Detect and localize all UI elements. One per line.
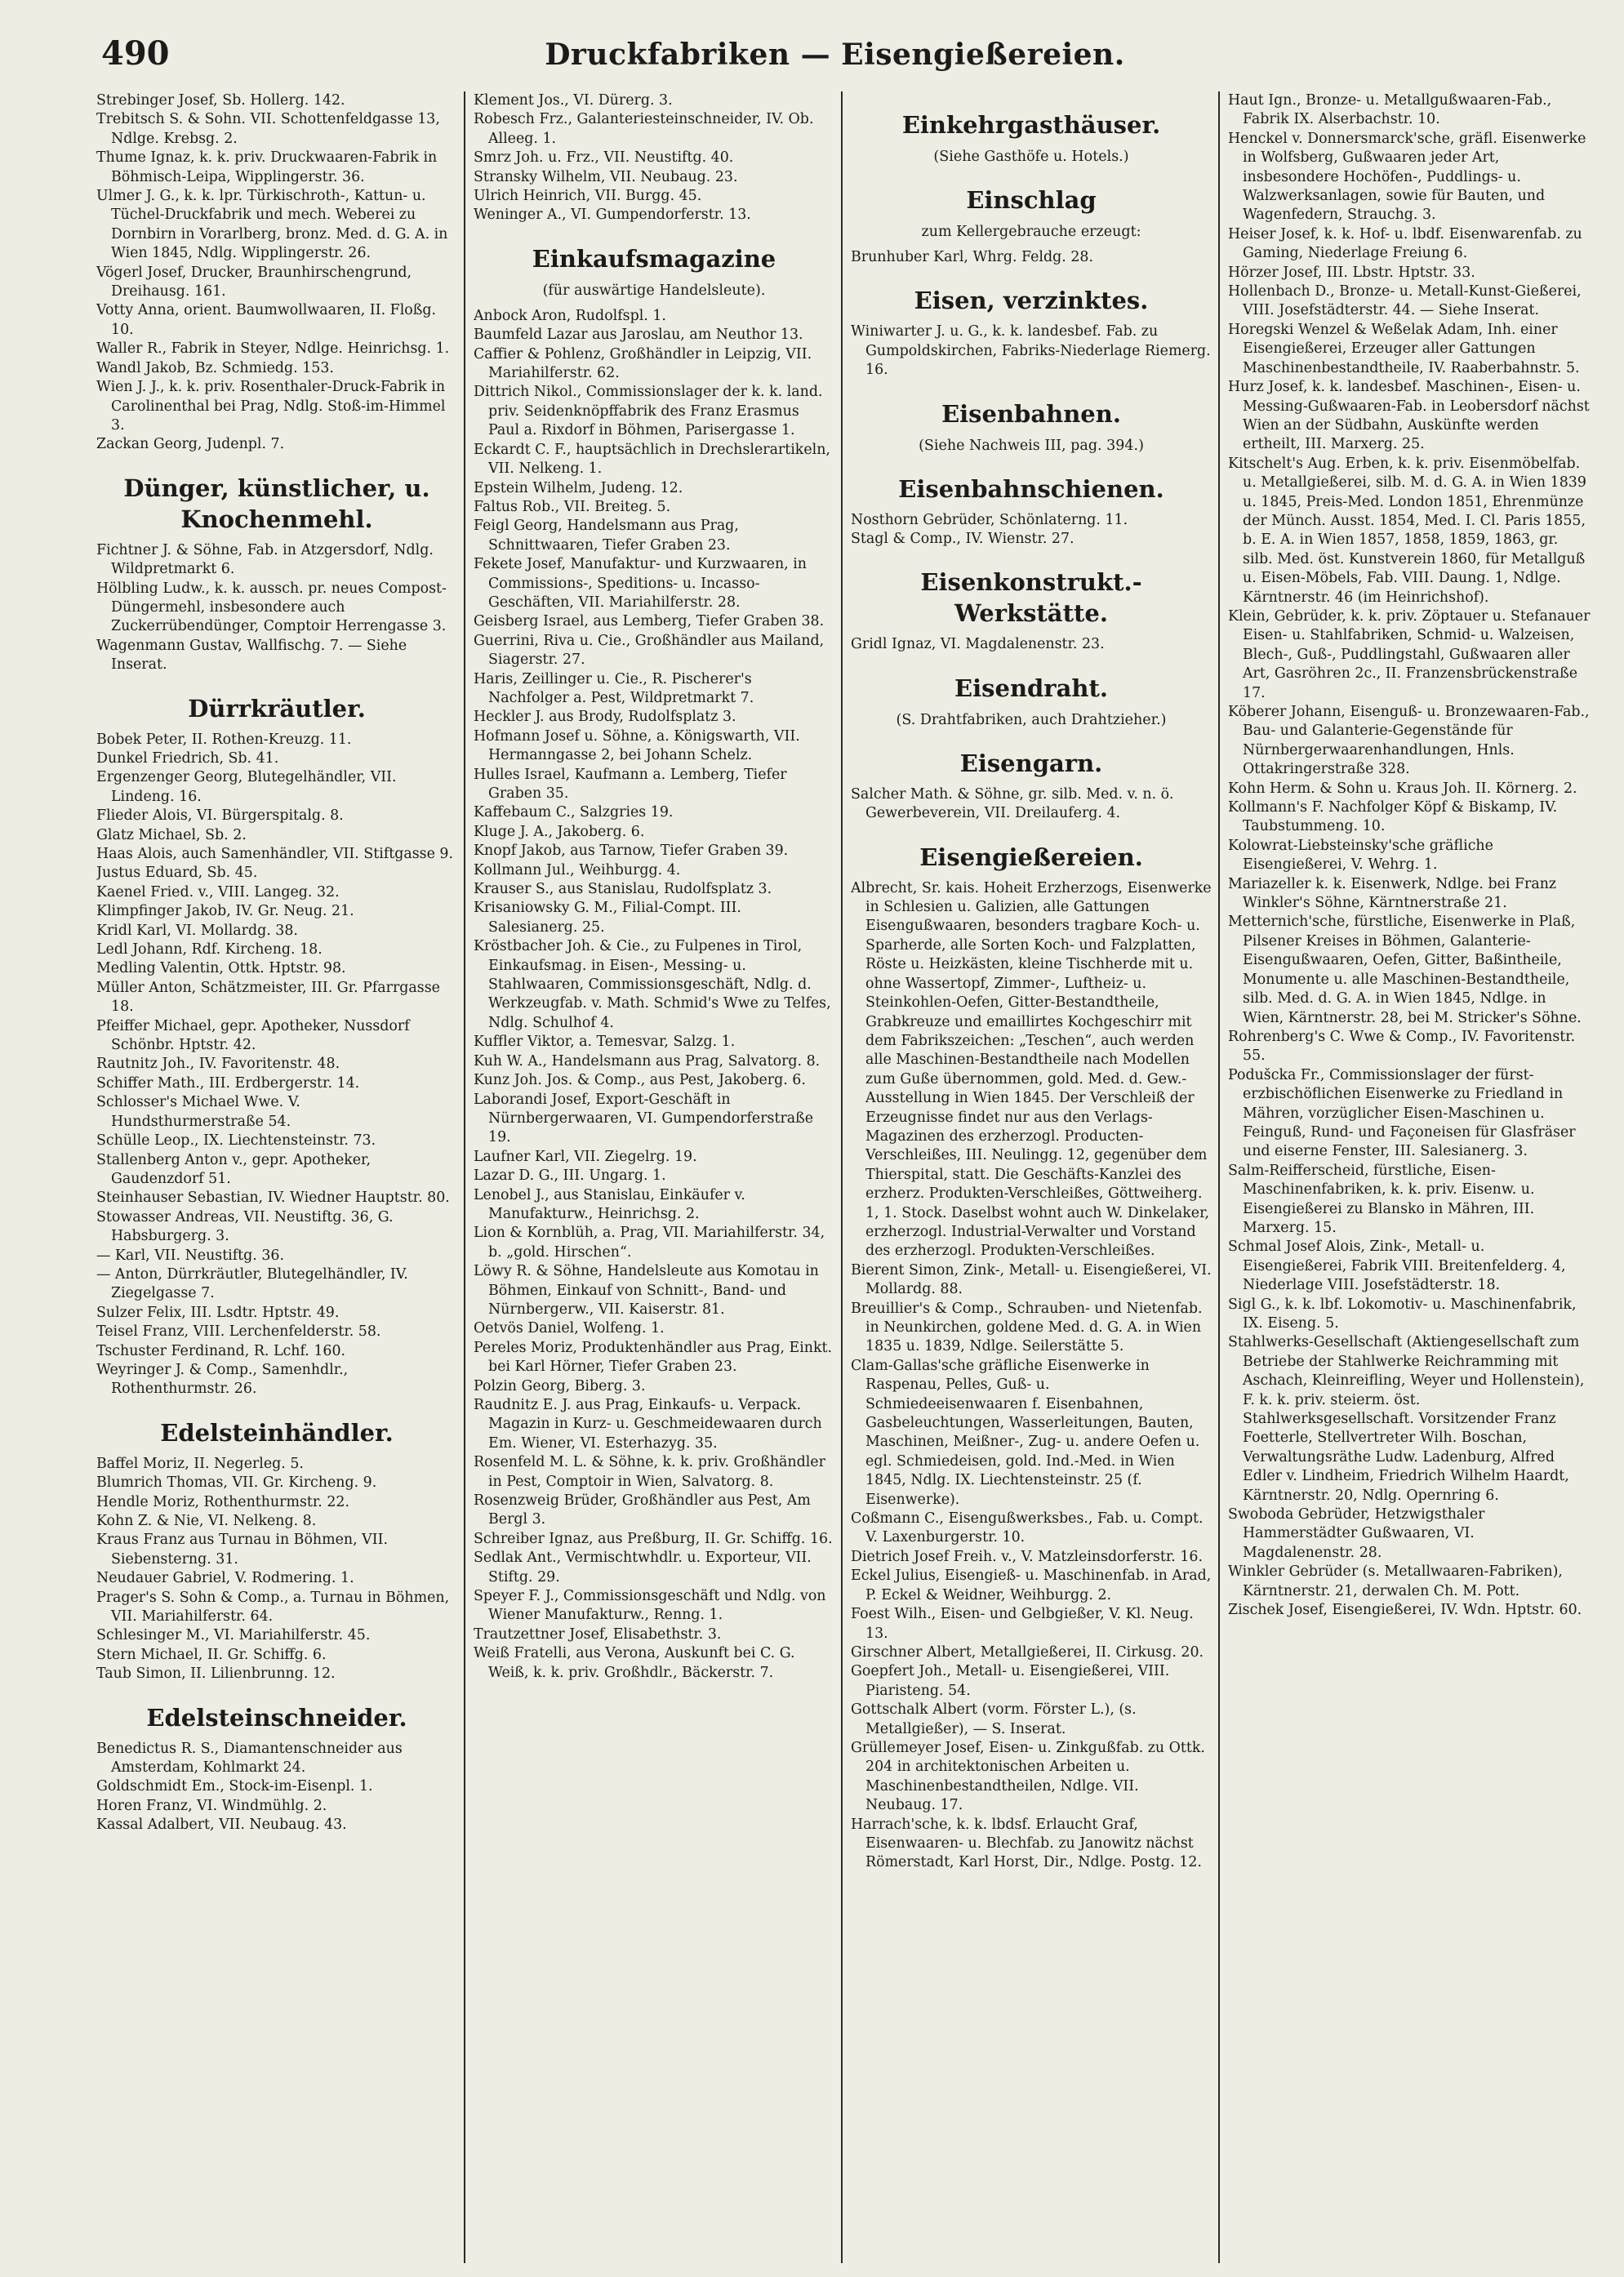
section-heading: Eisendraht. [954,674,1108,702]
directory-entry: Kaffebaum C., Salzgries 19. [474,804,674,821]
directory-entry: Swoboda Gebrüder, Hetzwigsthaler Hammerstädter Gußwaaren, VI. Magdalenenstr. 28. [1228,1506,1485,1561]
directory-entry: Speyer F. J., Commissionsgeschäft und Ndlg. von Wiener Manufakturw., Renng. 1. [474,1588,826,1624]
directory-entry: Eckardt C. F., hauptsächlich in Drechslerartikeln, VII. Nelkeng. 1. [474,441,830,478]
directory-entry: Foest Wilh., Eisen- und Gelbgießer, V. Kl. Neug. 13. [851,1606,1194,1642]
directory-entry: Weiß Fratelli, aus Verona, Auskunft bei C. G. Weiß, k. k. priv. Großhdlr., Bäckerstr. 7. [474,1645,795,1681]
directory-entry: Vögerl Josef, Drucker, Braunhirschengrund, Dreihausg. 161. [96,264,412,300]
directory-entry: Caffier & Pohlenz, Großhändler in Leipzig, VII. Mariahilferstr. 62. [474,345,812,382]
directory-entry: Rosenzweig Brüder, Großhändler aus Pest, Am Bergl 3. [474,1492,811,1528]
column-2 [474,91,843,2263]
directory-entry: Kassal Adalbert, VII. Neubaug. 43. [96,1817,347,1834]
directory-entry: Hollenbach D., Bronze- u. Metall-Kunst-Gießerei, VIII. Josefstädterstr. 44. — Siehe Inserat. [1228,283,1582,319]
directory-entry: Schiffer Math., III. Erdbergerstr. 14. [96,1074,360,1092]
directory-entry: Justus Eduard, Sb. 45. [96,865,258,882]
section-heading: Einkehrgasthäuser. [901,111,1161,139]
directory-entry: Winkler Gebrüder (s. Metallwaaren-Fabriken), Kärntnerstr. 21, derwalen Ch. M. Pott. [1228,1563,1563,1599]
directory-entry: Weyringer J. & Comp., Samenhdlr., Rothenthurmstr. 26. [96,1361,349,1398]
directory-entry: Schreiber Ignaz, aus Preßburg, II. Gr. Schiffg. 16. [474,1530,833,1547]
directory-entry: Fichtner J. & Söhne, Fab. in Atzgersdorf, Ndlg. Wildpretmarkt 6. [96,541,434,578]
directory-entry: Hölbling Ludw., k. k. aussch. pr. neues Compost-Düngermehl, insbesondere auch Zuckerrübendünger, Comptoir Herrengasse 3. [96,580,447,635]
directory-entry: Thume Ignaz, k. k. priv. Druckwaaren-Fabrik in Böhmisch-Leipa, Wipplingerstr. 36. [96,149,438,185]
directory-entry: Geisberg Israel, aus Lemberg, Tiefer Graben 38. [474,613,825,630]
directory-entry: Oetvös Daniel, Wolfeng. 1. [474,1320,665,1337]
directory-entry: Heiser Josef, k. k. Hof- u. lbdf. Eisenwarenfab. zu Gaming, Niederlage Freiung 6. [1228,225,1582,262]
directory-entry: Kollmann's F. Nachfolger Köpf & Biskamp, IV. Taubstummeng. 10. [1228,799,1558,835]
directory-entry: Kollmann Jul., Weihburgg. 4. [474,861,681,878]
section-heading: Dünger, künstlicher, u. Knochenmehl. [123,474,430,533]
directory-entry: Kuh W. A., Handelsmann aus Prag, Salvatorg. 8. [474,1052,821,1070]
directory-entry: Kraus Franz aus Turnau in Böhmen, VII. Siebensterng. 31. [96,1532,389,1568]
directory-entry: Pereles Moriz, Produktenhändler aus Prag, Einkt. bei Karl Hörner, Tiefer Graben 23. [474,1339,833,1376]
directory-entry: Schülle Leop., IX. Liechtensteinstr. 73. [96,1132,376,1150]
directory-entry: Faltus Rob., VII. Breiteg. 5. [474,498,671,515]
directory-entry: Stallenberg Anton v., gepr. Apotheker, Gaudenzdorf 51. [96,1151,371,1187]
directory-entry: Henckel v. Donnersmarck'sche, gräfl. Eisenwerke in Wolfsberg, Gußwaaren jeder Art, insbesondere Hochöfen-, Puddlings- u. Walzwerksanlagen, sowie für Bauten, und Wagenfedern, Strauchg. 3. [1228,130,1586,224]
column-1 [96,91,465,2263]
directory-entry: Kolowrat-Liebsteinsky'sche gräfliche Eisengießerei, V. Wehrg. 1. [1228,837,1493,874]
directory-entry: Flieder Alois, VI. Bürgerspitalg. 8. [96,807,344,825]
directory-entry: Horegski Wenzel & Weßelak Adam, Inh. einer Eisengießerei, Erzeuger aller Gattungen Maschinenbestandtheile, IV. Raaberbahnstr. 5. [1228,321,1580,376]
directory-entry: Harrach'sche, k. k. lbdsf. Erlaucht Graf, Eisenwaaren- u. Blechfab. zu Janowitz nächst Römerstadt, Karl Horst, Dir., Ndlge. Postg. 12. [851,1816,1202,1871]
directory-entry: Müller Anton, Schätzmeister, III. Gr. Pfarrgasse 18. [96,979,440,1016]
section-note: (Siehe Gasthöfe u. Hotels.) [933,149,1129,165]
directory-entry: Clam-Gallas'sche gräfliche Eisenwerke in Raspenau, Pelles, Guß- u. Schmiedeeisenwaaren f. Eisenbahnen, Gasbeleuchtungen, Wasserleitungen, Bauten, Maschinen, Meißner-, Zug- u. andere Oefen u. egl. Schmiedeisen, gold. Ind.-Med. in Wien 1845, Ndlg. IX. Liechtensteinstr. 25 (f. Eisenwerke). [851,1357,1200,1508]
directory-entry: Hurz Josef, k. k. landesbef. Maschinen-, Eisen- u. Messing-Gußwaaren-Fab. in Leobersdorf nächst Wien an der Südbahn, Auskünfte werden ertheilt, III. Marxerg. 25. [1228,379,1590,453]
directory-entry: — Karl, VII. Neustiftg. 36. [96,1247,285,1264]
directory-entry: Glatz Michael, Sb. 2. [96,826,247,843]
directory-entry: Lion & Kornblüh, a. Prag, VII. Mariahilferstr. 34, b. „gold. Hirschen“. [474,1225,825,1261]
section-heading: Eisen, verzinktes. [914,287,1149,315]
directory-entry: Benedictus R. S., Diamantenschneider aus Amsterdam, Kohlmarkt 24. [96,1740,403,1777]
directory-entry: Guerrini, Riva u. Cie., Großhändler aus Mailand, Siagerstr. 27. [474,632,825,669]
directory-columns [96,91,1591,2263]
directory-entry: Schmal Josef Alois, Zink-, Metall- u. Eisengießerei, Fabrik VIII. Breitenfelderg. 4, Niederlage VIII. Josefstädterstr. 18. [1228,1239,1566,1294]
directory-entry: Raudnitz E. J. aus Prag, Einkaufs- u. Verpack. Magazin in Kurz- u. Geschmeidewaaren durch Em. Wiener, VI. Esterhazyg. 35. [474,1397,822,1452]
directory-entry: Ergenzenger Georg, Blutegelhändler, VII. Lindeng. 16. [96,769,397,805]
directory-entry: Schlosser's Michael Wwe. V. Hundsthurmerstraße 54. [96,1094,300,1130]
directory-entry: Polzin Georg, Biberg. 3. [474,1377,646,1394]
page-number: 490 [101,34,170,73]
directory-entry: Kridl Karl, VI. Mollardg. 38. [96,922,298,939]
directory-entry: Zischek Josef, Eisengießerei, IV. Wdn. Hptstr. 60. [1228,1602,1582,1619]
directory-entry: Haut Ign., Bronze- u. Metallgußwaaren-Fab., Fabrik IX. Alserbachstr. 10. [1228,92,1552,128]
directory-entry: Mariazeller k. k. Eisenwerk, Ndlge. bei Franz Winkler's Söhne, Kärntnerstraße 21. [1228,875,1557,912]
section-heading: Eisengießereien. [919,843,1143,871]
directory-entry: Zackan Georg, Judenpl. 7. [96,436,285,453]
section-note: (Siehe Nachweis III, pag. 394.) [919,437,1144,454]
directory-entry: Feigl Georg, Handelsmann aus Prag, Schnittwaaren, Tiefer Graben 23. [474,518,739,554]
directory-entry: Klement Jos., VI. Dürerg. 3. [474,92,673,109]
directory-entry: Löwy R. & Söhne, Handelsleute aus Komotau in Böhmen, Einkauf von Schnitt-, Band- und Nürnbergerw., VII. Kaiserstr. 81. [474,1263,819,1318]
directory-entry: Salcher Math. & Söhne, gr. silb. Med. v. n. ö. Gewerbeverein, VII. Dreilauferg. 4. [851,785,1174,822]
section-heading: Eisenkonstrukt.-Werkstätte. [920,568,1142,628]
section-heading: Edelsteinschneider. [146,1703,407,1732]
directory-entry: Votty Anna, orient. Baumwollwaaren, II. Floßg. 10. [96,302,436,338]
directory-entry: Baumfeld Lazar aus Jaroslau, am Neuthor 13. [474,327,803,344]
directory-entry: Girschner Albert, Metallgießerei, II. Cirkusg. 20. [851,1643,1204,1661]
section-note: (S. Drahtfabriken, auch Drahtzieher.) [896,711,1167,728]
directory-entry: Krauser S., aus Stanislau, Rudolfsplatz 3. [474,881,772,898]
section-heading: Edelsteinhändler. [160,1418,394,1447]
column-4 [1228,91,1597,2263]
directory-entry: Hendle Moriz, Rothenthurmstr. 22. [96,1493,350,1510]
directory-entry: Knopf Jakob, aus Tarnow, Tiefer Graben 39. [474,843,789,860]
directory-entry: Smrz Joh. u. Frz., VII. Neustiftg. 40. [474,149,734,167]
directory-entry: Ulmer J. G., k. k. lpr. Türkischroth-, Kattun- u. Tüchel-Druckfabrik und mech. Weberei zu Dornbirn in Vorarlberg, bronz. Med. d. G. A. in Wien 1845, Ndlg. Wipplingerstr. 26. [96,188,448,262]
directory-entry: Pfeiffer Michael, gepr. Apotheker, Nussdorf Schönbr. Hptstr. 42. [96,1017,410,1054]
directory-entry: Klein, Gebrüder, k. k. priv. Zöptauer u. Stefanauer Eisen- u. Stahlfabriken, Schmid- u. Walzeisen, Blech-, Guß-, Puddlingstahl, Gußwaaren aller Art, Gasröhren 2c., II. Franzensbrückenstraße 17. [1228,607,1591,701]
directory-entry: Wagenmann Gustav, Wallfischg. 7. — Siehe Inserat. [96,637,407,674]
directory-entry: Neudauer Gabriel, V. Rodmering. 1. [96,1570,354,1587]
directory-entry: Heckler J. aus Brody, Rudolfsplatz 3. [474,709,736,726]
page-header [96,31,1573,91]
directory-entry: Klimpfinger Jakob, IV. Gr. Neug. 21. [96,903,354,920]
directory-entry: Trebitsch S. & Sohn. VII. Schottenfeldgasse 13, Ndlge. Krebsg. 2. [96,111,440,147]
directory-entry: Hofmann Josef u. Söhne, a. Königswarth, VII. Hermanngasse 2, bei Johann Schelz. [474,727,800,764]
section-heading: Einschlag [966,186,1097,214]
directory-entry: Gottschalk Albert (vorm. Förster L.), (s. Metallgießer), — S. Inserat. [851,1701,1137,1737]
directory-entry: Lazar D. G., III. Ungarg. 1. [474,1167,666,1185]
section-heading: Dürrkräutler. [188,694,366,723]
directory-entry: Waller R., Fabrik in Steyer, Ndlge. Heinrichsg. 1. [96,340,450,358]
directory-entry: Laborandi Josef, Export-Geschäft in Nürnbergerwaaren, VI. Gumpendorferstraße 19. [474,1091,814,1146]
directory-entry: Lenobel J., aus Stanislau, Einkäufer v. Manufakturw., Heinrichsg. 2. [474,1186,745,1222]
directory-entry: Kohn Herm. & Sohn u. Kraus Joh. II. Körnerg. 2. [1228,780,1577,797]
directory-entry: Stern Michael, II. Gr. Schiffg. 6. [96,1646,327,1663]
directory-entry: Kaenel Fried. v., VIII. Langeg. 32. [96,883,340,901]
directory-entry: Horen Franz, VI. Windmühlg. 2. [96,1797,327,1814]
directory-entry: Sulzer Felix, III. Lsdtr. Hptstr. 49. [96,1304,340,1321]
directory-entry: Taub Simon, II. Lilienbrunng. 12. [96,1666,336,1683]
directory-entry: Köberer Johann, Eisenguß- u. Bronzewaaren-Fab., Bau- und Galanterie-Gegenstände für Nürnbergerwaarenhandlungen, Hnls. Ottakringerstraße 328. [1228,704,1590,778]
directory-entry: Gridl Ignaz, VI. Magdalenenstr. 23. [851,636,1105,653]
directory-entry: Wien J. J., k. k. priv. Rosenthaler-Druck-Fabrik in Carolinenthal bei Prag, Ndlg. Stoß-im-Himmel 3. [96,379,446,434]
directory-entry: Tschuster Ferdinand, R. Lchf. 160. [96,1342,346,1359]
directory-entry: Epstein Wilhelm, Judeng. 12. [474,479,683,496]
directory-entry: Blumrich Thomas, VII. Gr. Kircheng. 9. [96,1474,377,1492]
directory-entry: Rautnitz Joh., IV. Favoritenstr. 48. [96,1056,340,1073]
directory-entry: Teisel Franz, VIII. Lerchenfelderstr. 58. [96,1323,381,1341]
directory-entry: Stahlwerks-Gesellschaft (Aktiengesellschaft zum Betriebe der Stahlwerke Reichramming mit Aschach, Kleinreifling, Weyer und Hollenstein), F. k. k. priv. steierm. öst. Stahlwerksgesellschaft. Vorsitzender Franz Foetterle, Stellvertreter Wilh. Boschan, Verwaltungsräthe Ludw. Ladenburg, Alfred Edler v. Lindheim, Friedrich Wilhelm Haardt, Kärntnerstr. 20, Ndlg. Opernring 6. [1228,1334,1585,1504]
directory-entry: Albrecht, Sr. kais. Hoheit Erzherzogs, Eisenwerke in Schlesien u. Galizien, alle Gattungen Eisengußwaaren, besonders tragbare Koch- u. Sparherde, alle Sorten Koch- und Falzplatten, Röste u. Heizkästen, kleine Tischherde mit u. ohne Wassertopf, Zimmer-, Luftheiz- u. Steinkohlen-Oefen, Gitter-Bestandtheile, Grabkreuze und emaillirtes Kochgeschirr mit dem Fabrikszeichen: „Teschen“, auch werden alle Maschinen-Bestandtheile nach Modellen zum Guße übernommen, gold. Med. d. Gew.-Ausstellung in Wien 1845. Der Verschleiß der Erzeugnisse findet nur aus den Verlags-Magazinen des erzherzogl. Producten-Verschleißes, III. Neulingg. 12, gegenüber dem Thierspital, statt. Die Geschäfts-Kanzlei des erzherz. Produkten-Verschleißes, Göttweiherg. 1, 1. Stock. Daselbst wohnt auch W. Dinkelaker, erzherzogl. Industrial-Verwalter und Vorstand des erzherzogl. Produkten-Verschleißes. [851,879,1212,1260]
directory-entry: Kuffler Viktor, a. Temesvar, Salzg. 1. [474,1034,736,1051]
directory-entry: Stowasser Andreas, VII. Neustiftg. 36, G. Habsburgerg. 3. [96,1208,394,1245]
directory-entry: Wandl Jakob, Bz. Schmiedg. 153. [96,359,334,376]
directory-entry: Medling Valentin, Ottk. Hptstr. 98. [96,960,346,977]
directory-entry: Grüllemeyer Josef, Eisen- u. Zinkgußfab. zu Ottk. 204 in architektonischen Arbeiten u. Maschinenbestandtheilen, Ndlge. VII. Neubaug. 17. [851,1739,1205,1814]
directory-entry: Goepfert Joh., Metall- u. Eisengießerei, VIII. Piaristeng. 54. [851,1663,1170,1699]
directory-entry: Haris, Zeillinger u. Cie., R. Pischerer's Nachfolger a. Pest, Wildpretmarkt 7. [474,670,754,706]
directory-entry: Hörzer Josef, III. Lbstr. Hptstr. 33. [1228,264,1475,281]
section-note: (für auswärtige Handelsleute). [542,282,766,299]
directory-entry: Rosenfeld M. L. & Söhne, k. k. priv. Großhändler in Pest, Comptoir in Wien, Salvatorg. 8. [474,1454,825,1490]
directory-entry: Schlesinger M., VI. Mariahilferstr. 45. [96,1627,371,1644]
directory-entry: Ledl Johann, Rdf. Kircheng. 18. [96,941,323,958]
directory-entry: Brunhuber Karl, Whrg. Feldg. 28. [851,249,1093,265]
directory-entry: Eckel Julius, Eisengieß- u. Maschinenfab. in Arad, P. Eckel & Weidner, Weihburgg. 2. [851,1568,1212,1603]
directory-entry: Dunkel Friedrich, Sb. 41. [96,749,279,767]
directory-entry: Stagl & Comp., IV. Wienstr. 27. [851,531,1075,548]
section-heading: Eisenbahnen. [941,399,1121,428]
directory-entry: Robesch Frz., Galanteriesteinschneider, IV. Ob. Alleeg. 1. [474,111,814,147]
directory-entry: Haas Alois, auch Samenhändler, VII. Stiftgasse 9. [96,846,454,862]
running-title: Druckfabriken — Eisengießereien. [545,38,1125,72]
directory-entry: Sedlak Ant., Vermischtwhdlr. u. Exporteur, VII. Stiftg. 29. [474,1550,812,1585]
directory-entry: Prager's S. Sohn & Comp., a. Turnau in Böhmen, VII. Mariahilferstr. 64. [96,1589,450,1625]
directory-entry: Rohrenberg's C. Wwe & Comp., IV. Favoritenstr. 55. [1228,1028,1576,1065]
directory-entry: Kohn Z. & Nie, VI. Nelkeng. 8. [96,1513,317,1529]
directory-entry: Breuillier's & Comp., Schrauben- und Nietenfab. in Neunkirchen, goldene Med. d. G. A. in Wien 1835 u. 1839, Ndlge. Seilerstätte 5. [851,1300,1203,1355]
directory-entry: Winiwarter J. u. G., k. k. landesbef. Fab. zu Gumpoldskirchen, Fabriks-Niederlage Riemerg. 16. [851,323,1211,379]
section-heading: Eisengarn. [959,749,1103,777]
directory-entry: Krisaniowsky G. M., Filial-Compt. III. Salesianerg. 25. [474,900,741,936]
directory-entry: Kröstbacher Joh. & Cie., zu Fulpenes in Tirol, Einkaufsmag. in Eisen-, Messing- u. Stahlwaaren, Commissionsgeschäft, Ndlg. d. Werkzeugfab. v. Math. Schmid's Wwe zu Telfes, Ndlg. Schulhof 4. [474,938,831,1031]
directory-entry: Coßmann C., Eisengußwerksbes., Fab. u. Compt. V. Laxenburgerstr. 10. [851,1510,1204,1546]
directory-entry: Baffel Moriz, II. Negerleg. 5. [96,1455,304,1472]
directory-entry: Bobek Peter, II. Rothen-Kreuzg. 11. [96,731,352,748]
section-heading: Eisenbahnschienen. [898,474,1164,503]
directory-entry: Kitschelt's Aug. Erben, k. k. priv. Eisenmöbelfab. u. Metallgießerei, silb. M. d. G. A. in Wien 1839 u. 1845, Preis-Med. London 1851, Ehrenmünze der Münch. Ausst. 1854, Med. I. Cl. Paris 1855, b. E. A. in Wien 1857, 1858, 1859, 1863, gr. silb. Med. öst. Kunstverein 1860, für Metallguß u. Eisen-Möbels, Fab. VIII. Daung. 1, Ndlge. Kärntnerstr. 46 (im Heinrichshof). [1228,455,1586,606]
section-heading: Einkaufsmagazine [532,244,776,273]
directory-entry: Laufner Karl, VII. Ziegelrg. 19. [474,1148,697,1165]
directory-entry: Dittrich Nikol., Commissionslager der k. k. land. priv. Seidenknöpffabrik des Franz Erasmus Paul a. Rixdorf in Böhmen, Parisergasse 1. [474,384,823,439]
directory-entry: Strebinger Josef, Sb. Hollerg. 142. [96,92,345,109]
directory-entry: Sigl G., k. k. lbf. Lokomotiv- u. Maschinenfabrik, IX. Eiseng. 5. [1228,1296,1577,1332]
directory-entry: Metternich'sche, fürstliche, Eisenwerke in Plaß, Pilsener Kreises in Böhmen, Galanterie-Eisengußwaaren, Oefen, Gitter, Baßintheile, Monumente u. alle Maschinen-Bestandtheile, silb. Med. d. G. A. in Wien 1845, Ndlge. in Wien, Kärntnerstr. 28, bei M. Stricker's Söhne. [1228,914,1582,1026]
directory-entry: Stransky Wilhelm, VII. Neubaug. 23. [474,168,738,185]
directory-entry: Nosthorn Gebrüder, Schönlaterng. 11. [851,511,1128,528]
directory-entry: Hulles Israel, Kaufmann a. Lemberg, Tiefer Graben 35. [474,766,787,802]
directory-entry: Steinhauser Sebastian, IV. Wiedner Hauptstr. 80. [96,1190,450,1207]
directory-entry: Ulrich Heinrich, VII. Burgg. 45. [474,188,702,205]
directory-entry: Weninger A., VI. Gumpendorferstr. 13. [474,207,751,224]
directory-entry: — Anton, Dürrkräutler, Blutegelhändler, IV. Ziegelgasse 7. [96,1265,408,1302]
directory-entry: Bierent Simon, Zink-, Metall- u. Eisengießerei, VI. Mollardg. 88. [851,1261,1212,1298]
directory-entry: Salm-Reifferscheid, fürstliche, Eisen-Maschinenfabriken, k. k. priv. Eisenw. u. Eisengießerei zu Blansko in Mähren, III. Marxerg. 15. [1228,1162,1535,1236]
section-note: zum Kellergebrauche erzeugt: [921,224,1141,240]
directory-entry: Anbock Aron, Rudolfspl. 1. [474,307,666,324]
directory-entry: Podušcka Fr., Commissionslager der fürst-erzbischöflichen Eisenwerke zu Friedland in Mähren, vorzüglicher Eisen-Maschinen u. Feinguß, Rund- und Façoneisen für Glasfräser und eiserne Fenster, III. Salesianerg. 3. [1228,1066,1576,1160]
column-3 [851,91,1220,2263]
directory-entry: Trautzettner Josef, Elisabethstr. 3. [474,1625,722,1643]
directory-entry: Dietrich Josef Freih. v., V. Matzleinsdorferstr. 16. [851,1548,1204,1565]
directory-entry: Fekete Josef, Manufaktur- und Kurzwaaren, in Commissions-, Speditions- u. Incasso-Geschäften, VII. Mariahilferstr. 28. [474,556,807,611]
directory-entry: Kunz Joh. Jos. & Comp., aus Pest, Jakoberg. 6. [474,1072,806,1089]
directory-entry: Goldschmidt Em., Stock-im-Eisenpl. 1. [96,1778,373,1795]
directory-entry: Kluge J. A., Jakoberg. 6. [474,823,645,840]
